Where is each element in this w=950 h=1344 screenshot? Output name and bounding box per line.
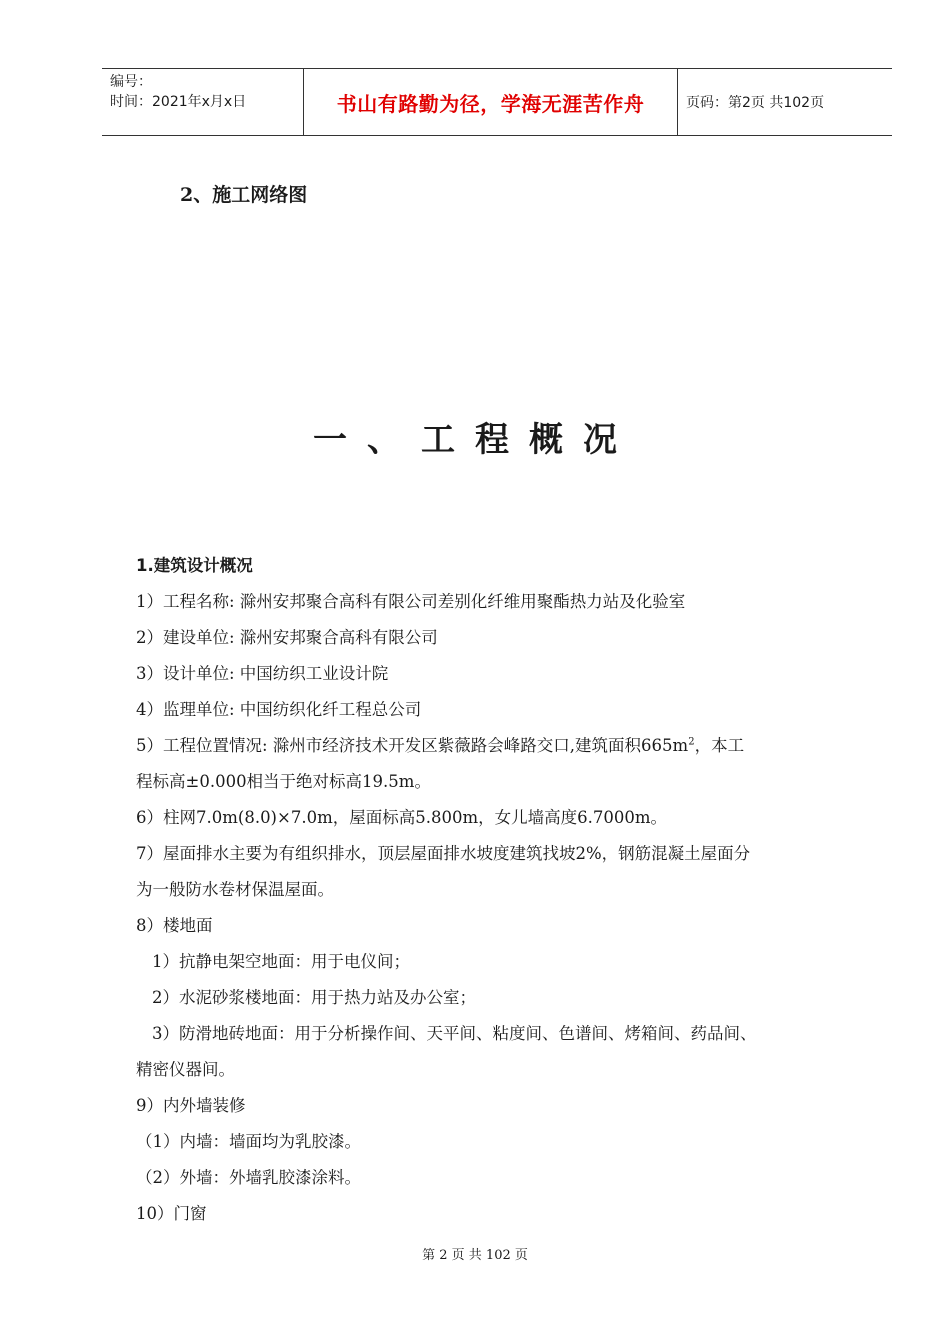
line-floor-3-cont: 精密仪器间。	[136, 1060, 235, 1079]
line-floor-1: 1）抗静电架空地面：用于电仪间；	[152, 952, 410, 971]
line-wall-interior: （1）内墙：墙面均为乳胶漆。	[136, 1132, 361, 1151]
header-meta	[102, 69, 304, 135]
header-page-info: 页码：第2页 共102页	[686, 95, 825, 111]
line-walls: 9）内外墙装修	[136, 1096, 246, 1115]
document-body	[136, 548, 856, 1232]
header-motto: 书山有路勤为径，学海无涯苦作舟	[304, 69, 678, 135]
subheading: 1.建筑设计概况	[136, 556, 253, 575]
line-floor-3: 3）防滑地砖地面：用于分析操作间、天平间、粘度间、色谱间、烤箱间、药品间、	[152, 1024, 757, 1043]
page-footer: 第 2 页 共 102 页	[422, 1248, 528, 1263]
line-column-grid: 6）柱网7.0m(8.0)×7.0m，屋面标高5.800m，女儿墙高度6.7000m。	[136, 808, 667, 827]
line-designer: 3）设计单位: 中国纺织工业设计院	[136, 664, 389, 683]
line-supervisor: 4）监理单位: 中国纺织化纤工程总公司	[136, 700, 422, 719]
line-roof-drainage-cont: 为一般防水卷材保温屋面。	[136, 880, 334, 899]
line-location-tail: ，本工	[694, 736, 745, 755]
line-location	[136, 728, 856, 764]
line-client: 2）建设单位: 滁州安邦聚合高科有限公司	[136, 628, 438, 647]
line-roof-drainage: 7）屋面排水主要为有组织排水，顶层屋面排水坡度建筑找坡2%，钢筋混凝土屋面分	[136, 844, 751, 863]
line-wall-exterior: （2）外墙：外墙乳胶漆涂料。	[136, 1168, 361, 1187]
area-unit-superscript: 2	[688, 736, 695, 748]
line-floors: 8）楼地面	[136, 916, 213, 935]
line-location-cont: 程标高±0.000相当于绝对标高19.5m。	[136, 772, 431, 791]
line-location-text: 5）工程位置情况: 滁州市经济技术开发区紫薇路会峰路交口,建筑面积665m	[136, 736, 689, 755]
line-doors-windows: 10）门窗	[136, 1204, 207, 1223]
section-heading: 2、施工网络图	[180, 184, 308, 206]
line-floor-2: 2）水泥砂浆楼地面：用于热力站及办公室；	[152, 988, 476, 1007]
line-project-name: 1）工程名称: 滁州安邦聚合高科有限公司差别化纤维用聚酯热力站及化验室	[136, 592, 686, 611]
header-time: 时间：2021年x月x日	[110, 94, 247, 110]
page-header	[102, 68, 892, 136]
header-number: 编号：	[110, 74, 152, 90]
chapter-title: 一、工程概况	[313, 420, 637, 460]
